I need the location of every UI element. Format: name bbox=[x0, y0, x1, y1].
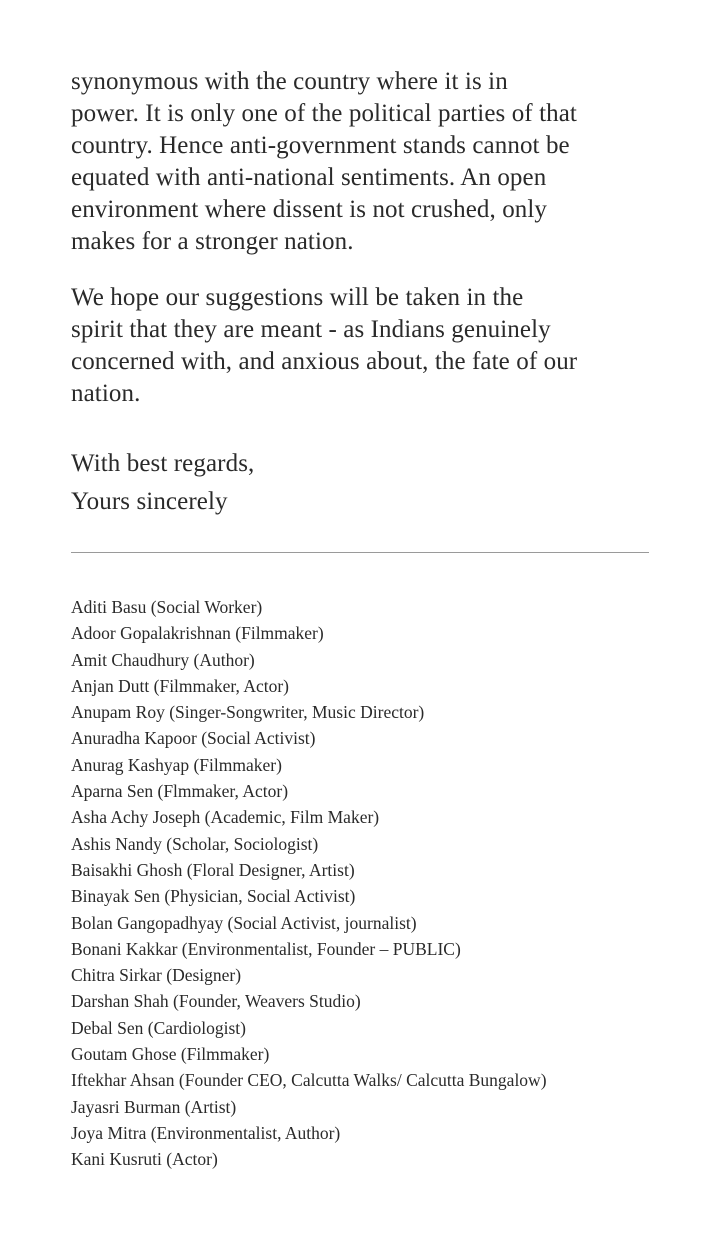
signatory-item: Bolan Gangopadhyay (Social Activist, journalist) bbox=[71, 912, 417, 933]
signatory-item: Jayasri Burman (Artist) bbox=[71, 1096, 237, 1117]
signatory-item: Baisakhi Ghosh (Floral Designer, Artist) bbox=[71, 859, 355, 880]
signatory-item: Goutam Ghose (Filmmaker) bbox=[71, 1044, 270, 1065]
signatory-item: Darshan Shah (Founder, Weavers Studio) bbox=[71, 991, 361, 1012]
signatory-item: Asha Achy Joseph (Academic, Film Maker) bbox=[71, 807, 380, 828]
signatory-item: Anupam Roy (Singer-Songwriter, Music Director) bbox=[71, 702, 425, 723]
signatory-list bbox=[71, 594, 661, 1173]
closing-sincerely: Yours sincerely bbox=[71, 488, 228, 515]
signatory-item: Ashis Nandy (Scholar, Sociologist) bbox=[71, 833, 319, 854]
divider-rule bbox=[71, 552, 649, 553]
signatory-item: Aditi Basu (Social Worker) bbox=[71, 597, 263, 617]
signatory-item: Kani Kusruti (Actor) bbox=[71, 1149, 218, 1170]
signatory-item: Debal Sen (Cardiologist) bbox=[71, 1017, 246, 1038]
closing-regards: With best regards, bbox=[71, 450, 255, 477]
signatory-item: Anjan Dutt (Filmmaker, Actor) bbox=[71, 675, 290, 696]
signatory-item: Adoor Gopalakrishnan (Filmmaker) bbox=[71, 623, 324, 644]
signatory-item: Anuradha Kapoor (Social Activist) bbox=[71, 728, 316, 749]
signatory-item: Binayak Sen (Physician, Social Activist) bbox=[71, 886, 356, 907]
signatory-item: Chitra Sirkar (Designer) bbox=[71, 965, 242, 986]
signatory-item: Aparna Sen (Flmmaker, Actor) bbox=[71, 781, 289, 802]
signatory-item: Iftekhar Ahsan (Founder CEO, Calcutta Walks/ Calcutta Bungalow) bbox=[71, 1070, 547, 1091]
body-paragraph-2: We hope our suggestions will be taken in the spirit that they are meant - as Indians genuinely concerned with, and anxious about, the fate of our nation. bbox=[71, 284, 578, 407]
signatory-item: Joya Mitra (Environmentalist, Author) bbox=[71, 1122, 341, 1143]
signatory-item: Bonani Kakkar (Environmentalist, Founder – PUBLIC) bbox=[71, 938, 461, 959]
body-paragraph-1: synonymous with the country where it is in power. It is only one of the political parties of that country. Hence anti-government stands cannot be equated with anti-national sentiments. An open environment where dissent is not crushed, only makes for a stronger nation. bbox=[71, 68, 577, 255]
signatory-item: Amit Chaudhury (Author) bbox=[71, 649, 255, 670]
signatory-item: Anurag Kashyap (Filmmaker) bbox=[71, 754, 282, 775]
